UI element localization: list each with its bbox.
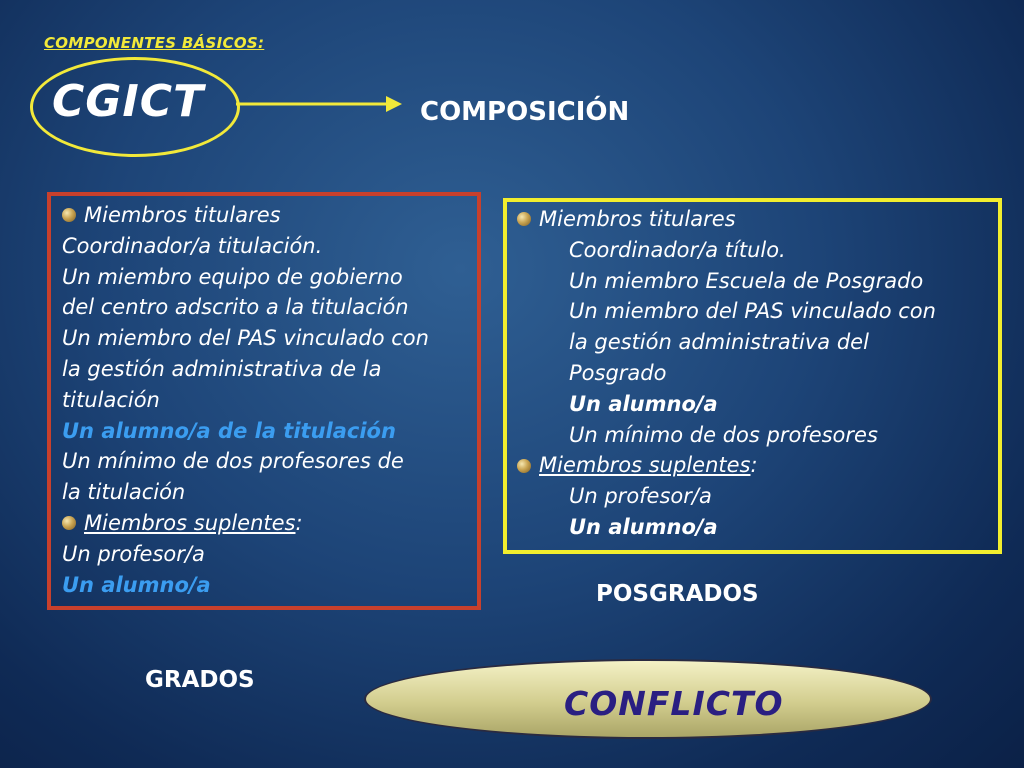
composicion-label: COMPOSICIÓN <box>420 97 630 127</box>
grados-alumno-line: Un alumno/a de la titulación <box>62 418 396 443</box>
grados-suplentes-colon: : <box>295 510 303 535</box>
posgrados-suplentes-label: Miembros suplentes <box>539 453 751 478</box>
posgrados-box-content <box>517 204 936 543</box>
bullet-icon <box>517 459 531 473</box>
posgrados-titulares-row <box>517 204 936 235</box>
grados-sup-prof: Un profesor/a <box>62 541 205 566</box>
posgrados-alumno-line: Un alumno/a <box>569 391 718 416</box>
conflicto-label: CONFLICTO <box>564 684 784 723</box>
posgrados-line: Un miembro Escuela de Posgrado <box>569 268 924 293</box>
posgrados-sup-prof: Un profesor/a <box>569 484 712 509</box>
grados-box-content <box>62 200 429 600</box>
section-heading: COMPONENTES BÁSICOS: <box>44 34 265 52</box>
grados-line: Un miembro del PAS vinculado con <box>62 326 429 351</box>
grados-titulares-label: Miembros titulares <box>84 203 281 227</box>
posgrados-sup-alumno: Un alumno/a <box>569 514 718 539</box>
bullet-icon <box>517 212 531 226</box>
posgrados-suplentes-row <box>517 450 936 481</box>
posgrados-label: POSGRADOS <box>596 581 759 607</box>
grados-line: Coordinador/a titulación. <box>62 233 323 258</box>
posgrados-titulares-label: Miembros titulares <box>539 207 736 231</box>
posgrados-suplentes-colon: : <box>750 453 758 478</box>
grados-line: la gestión administrativa de la <box>62 356 382 381</box>
cgict-title: CGICT <box>52 76 205 127</box>
grados-prof-line: Un mínimo de dos profesores de <box>62 449 404 474</box>
posgrados-line: Coordinador/a título. <box>569 237 786 262</box>
posgrados-line: Un miembro del PAS vinculado con <box>569 299 936 324</box>
posgrados-prof-line: Un mínimo de dos profesores <box>569 422 878 447</box>
grados-line: titulación <box>62 387 160 412</box>
grados-prof-line: la titulación <box>62 480 186 505</box>
grados-suplentes-label: Miembros suplentes <box>84 510 296 535</box>
grados-label: GRADOS <box>145 667 255 693</box>
grados-line: del centro adscrito a la titulación <box>62 295 409 320</box>
posgrados-line: la gestión administrativa del <box>569 330 869 355</box>
bullet-icon <box>62 516 76 530</box>
grados-suplentes-row <box>62 508 429 539</box>
arrow-right-icon <box>236 92 406 116</box>
bullet-icon <box>62 208 76 222</box>
grados-titulares-row <box>62 200 429 231</box>
grados-sup-alumno: Un alumno/a <box>62 572 211 597</box>
posgrados-line: Posgrado <box>569 360 667 385</box>
grados-line: Un miembro equipo de gobierno <box>62 264 403 289</box>
